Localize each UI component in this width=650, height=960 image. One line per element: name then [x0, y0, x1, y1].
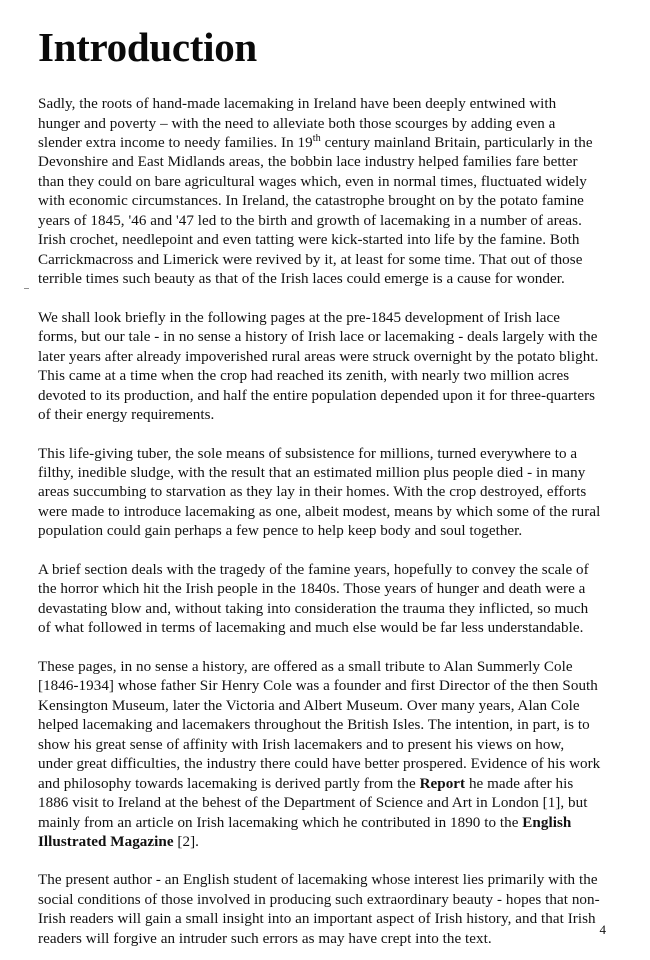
text-run: he made after his 1886 visit to Ireland at the behest of the Department of Science and Art in London [1], but mainly from an article on Irish lacemaking which he contributed in 1890 to the	[38, 775, 588, 831]
body-text	[38, 95, 602, 949]
text-run: A brief section deals with the tragedy of the famine years, hopefully to convey the scale of the horror which hit the Irish people in the 1840s. Those years of hunger and death were a devastating blow and, without taking into consideration the trauma they inflicted, so much of what followed in terms of lacemaking and much else would be far less understandable.	[38, 561, 589, 637]
page-number: 4	[599, 922, 606, 937]
paragraph	[38, 309, 602, 426]
ordinal-superscript: th	[312, 132, 321, 144]
text-run: [2].	[173, 833, 199, 850]
paragraph	[38, 445, 602, 542]
text-run: This life-giving tuber, the sole means of subsistence for millions, turned everywhere to a filthy, inedible sludge, with the result that an estimated million plus people died - in many areas succumbing to starvation as they lay in their homes. With the crop destroyed, efforts were made to introduce lacemaking as one, albeit modest, means by which some of the rural population could gain perhaps a few pence to help keep body and soul together.	[38, 445, 601, 540]
margin-tick-mark	[24, 288, 29, 289]
page-title: Introduction	[38, 24, 257, 70]
paragraph	[38, 658, 602, 853]
text-run: The present author - an English student of lacemaking whose interest lies primarily with the social conditions of those involved in producing such extraordinary beauty - hopes that non-Irish readers will gain a small insight into an important aspect of Irish history, and that Irish readers will forgive an intruder such errors as may have crept into the text.	[38, 872, 600, 947]
text-run: Sadly, the roots of hand-made lacemaking in Ireland have been deeply entwined with hunger and poverty – with the need to alleviate both those scourges by adding even a slender extra income to needy families. In 19	[38, 96, 557, 151]
paragraph	[38, 561, 602, 639]
text-run: These pages, in no sense a history, are offered as a small tribute to Alan Summerly Cole [1846-1934] whose father Sir Henry Cole was a founder and first Director of the then South Kensington Museum, later the Victoria and Albert Museum. Over many years, Alan Cole helped lacemaking and lacemakers throughout the British Isles. The intention, in part, is to show his great sense of affinity with Irish lacemakers and to present his views on how, under great difficulties, the industry there could have better prospered. Evidence of his work and philosophy towards lacemaking is derived partly from the	[38, 658, 601, 792]
emphasis-text: English Illustrated Magazine	[38, 814, 572, 850]
emphasis-text: Report	[419, 775, 466, 792]
paragraph	[38, 95, 602, 290]
text-run: We shall look briefly in the following pages at the pre-1845 development of Irish lace forms, but our tale - in no sense a history of Irish lace or lacemaking - deals largely with the later years after already impoverished rural areas were struck overnight by the potato blight. This came at a time when the crop had reached its zenith, with nearly two million acres devoted to its production, and half the entire population depended upon it for three-quarters of their energy requirements.	[38, 309, 599, 424]
text-run: century mainland Britain, particularly in the Devonshire and East Midlands areas, the bobbin lace industry helped families fare better than they could on bare agricultural wages which, even in normal times, fluctuated widely with economic circumstances. In Ireland, the catastrophe brought on by the potato famine years of 1845, '46 and '47 led to the birth and growth of lacemaking in a number of areas. Irish crochet, needlepoint and even tatting were kick-started into life by the famine. Both Carrickmacross and Limerick were revived by it, at least for some time. That out of those terrible times such beauty as that of the Irish laces could emerge is a cause for wonder.	[38, 134, 593, 288]
paragraph	[38, 871, 602, 949]
